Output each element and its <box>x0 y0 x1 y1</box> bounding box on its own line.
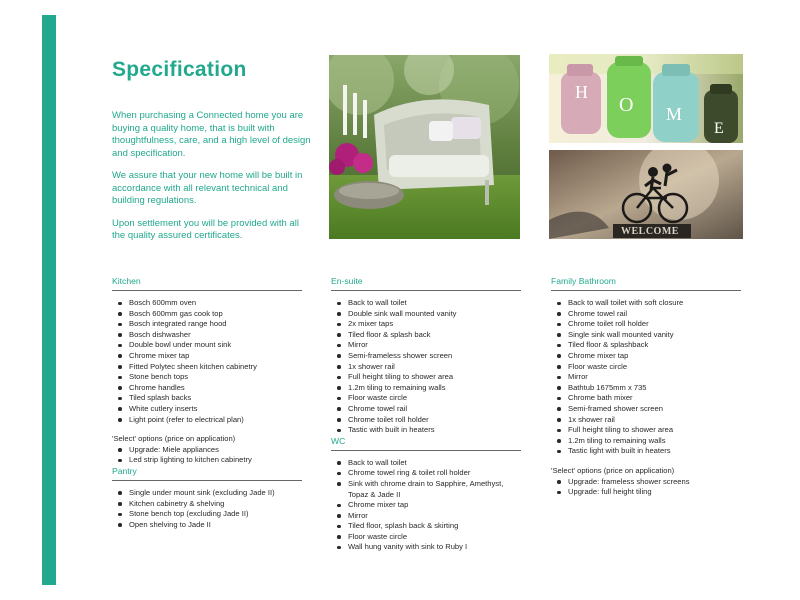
family-bathroom-heading: Family Bathroom <box>551 276 616 286</box>
ensuite-divider <box>331 290 521 291</box>
kitchen-divider <box>112 290 302 291</box>
list-item: Full height tiling to shower area <box>551 425 741 436</box>
ensuite-wc-column <box>331 276 521 553</box>
list-item: Floor waste circle <box>331 532 521 543</box>
kitchen-heading: Kitchen <box>112 276 141 286</box>
list-item: Fitted Polytec sheen kitchen cabinetry <box>112 362 302 373</box>
list-item: 2x mixer taps <box>331 319 521 330</box>
list-item: Semi-framed shower screen <box>551 404 741 415</box>
list-item: Upgrade: Miele appliances <box>112 445 302 456</box>
list-item: Bosch 600mm oven <box>112 298 302 309</box>
page-title: Specification <box>112 58 247 81</box>
list-item: Back to wall toilet <box>331 458 521 469</box>
welcome-sign-photo <box>549 150 743 239</box>
pantry-heading: Pantry <box>112 465 137 476</box>
family-bathroom-list <box>551 298 741 457</box>
list-item: Mirror <box>331 340 521 351</box>
list-item: Stone bench top (excluding Jade II) <box>112 509 302 520</box>
accent-side-bar <box>42 15 56 585</box>
kitchen-options-heading: 'Select' options (price on application) <box>112 434 236 444</box>
family-bathroom-column <box>551 276 741 498</box>
list-item: Floor waste circle <box>331 393 521 404</box>
list-item: Chrome towel rail <box>551 309 741 320</box>
wc-heading: WC <box>331 435 346 446</box>
intro-paragraph-1: When purchasing a Connected home you are buying a quality home, that is built with thoughtfulness, care, and a high level of design and specification. <box>112 110 311 159</box>
wc-divider <box>331 450 521 451</box>
list-item: 1x shower rail <box>331 362 521 373</box>
ensuite-list <box>331 298 521 436</box>
pantry-list <box>112 488 302 530</box>
intro-paragraph-3: Upon settlement you will be provided with all the quality assured certificates. <box>112 217 299 241</box>
family-bathroom-divider <box>551 290 741 291</box>
list-item: Open shelving to Jade II <box>112 520 302 531</box>
list-item: 1.2m tiling to remaining walls <box>331 383 521 394</box>
ensuite-heading: En-suite <box>331 276 363 286</box>
list-item: Mirror <box>331 511 521 522</box>
list-item: Chrome mixer tap <box>331 500 521 511</box>
family-bathroom-options-list <box>551 477 741 498</box>
list-item: Full height tiling to shower area <box>331 372 521 383</box>
list-item: Led strip lighting to kitchen cabinetry <box>112 455 302 466</box>
kitchen-options-list <box>112 445 302 466</box>
list-item: Chrome mixer tap <box>551 351 741 362</box>
list-item: Single sink wall mounted vanity <box>551 330 741 341</box>
list-item: Chrome bath mixer <box>551 393 741 404</box>
kitchen-pantry-column <box>112 276 302 530</box>
garden-sofa-photo <box>329 55 520 239</box>
list-item: Single under mount sink (excluding Jade II) <box>112 488 302 499</box>
list-item: Wall hung vanity with sink to Ruby I <box>331 542 521 553</box>
list-item: White cutlery inserts <box>112 404 302 415</box>
list-item: Tastic light with built in heaters <box>551 446 741 457</box>
list-item: Chrome towel rail <box>331 404 521 415</box>
family-bathroom-options-heading: 'Select' options (price on application) <box>551 465 675 475</box>
wc-list <box>331 458 521 553</box>
list-item: Double bowl under mount sink <box>112 340 302 351</box>
list-item: Chrome handles <box>112 383 302 394</box>
list-item: Kitchen cabinetry & shelving <box>112 499 302 510</box>
pantry-divider <box>112 480 302 481</box>
list-item: Chrome mixer tap <box>112 351 302 362</box>
kitchen-list <box>112 298 302 425</box>
list-item: Stone bench tops <box>112 372 302 383</box>
intro-text <box>112 110 312 253</box>
list-item: Double sink wall mounted vanity <box>331 309 521 320</box>
list-item: Bosch integrated range hood <box>112 319 302 330</box>
intro-paragraph-2: We assure that your new home will be built in accordance with all relevant technical and building regulations. <box>112 170 303 206</box>
list-item: Tiled splash backs <box>112 393 302 404</box>
list-item: 1.2m tiling to remaining walls <box>551 436 741 447</box>
list-item: Tiled floor & splash back <box>331 330 521 341</box>
jar-letter-h: H <box>575 82 588 102</box>
list-item: Tiled floor, splash back & skirting <box>331 521 521 532</box>
welcome-sign-text: WELCOME <box>621 226 679 237</box>
list-item: Semi-frameless shower screen <box>331 351 521 362</box>
list-item: Bosch 600mm gas cook top <box>112 309 302 320</box>
list-item: Light point (refer to electrical plan) <box>112 415 302 426</box>
list-item: Sink with chrome drain to Sapphire, Amethyst, Topaz & Jade II <box>331 479 521 500</box>
list-item: Chrome toilet roll holder <box>331 415 521 426</box>
list-item: Upgrade: frameless shower screens <box>551 477 741 488</box>
list-item: Mirror <box>551 372 741 383</box>
jar-letter-m: M <box>666 104 683 124</box>
list-item: Chrome toilet roll holder <box>551 319 741 330</box>
list-item: Tastic with built in heaters <box>331 425 521 436</box>
list-item: 1x shower rail <box>551 415 741 426</box>
list-item: Bathtub 1675mm x 735 <box>551 383 741 394</box>
list-item: Bosch dishwasher <box>112 330 302 341</box>
jar-letter-o: O <box>619 94 634 116</box>
home-jars-photo <box>549 54 743 143</box>
list-item: Back to wall toilet <box>331 298 521 309</box>
list-item: Tiled floor & splashback <box>551 340 741 351</box>
list-item: Chrome towel ring & toilet roll holder <box>331 468 521 479</box>
list-item: Floor waste circle <box>551 362 741 373</box>
jar-letter-e: E <box>714 120 724 137</box>
list-item: Upgrade: full height tiling <box>551 487 741 498</box>
list-item: Back to wall toilet with soft closure <box>551 298 741 309</box>
